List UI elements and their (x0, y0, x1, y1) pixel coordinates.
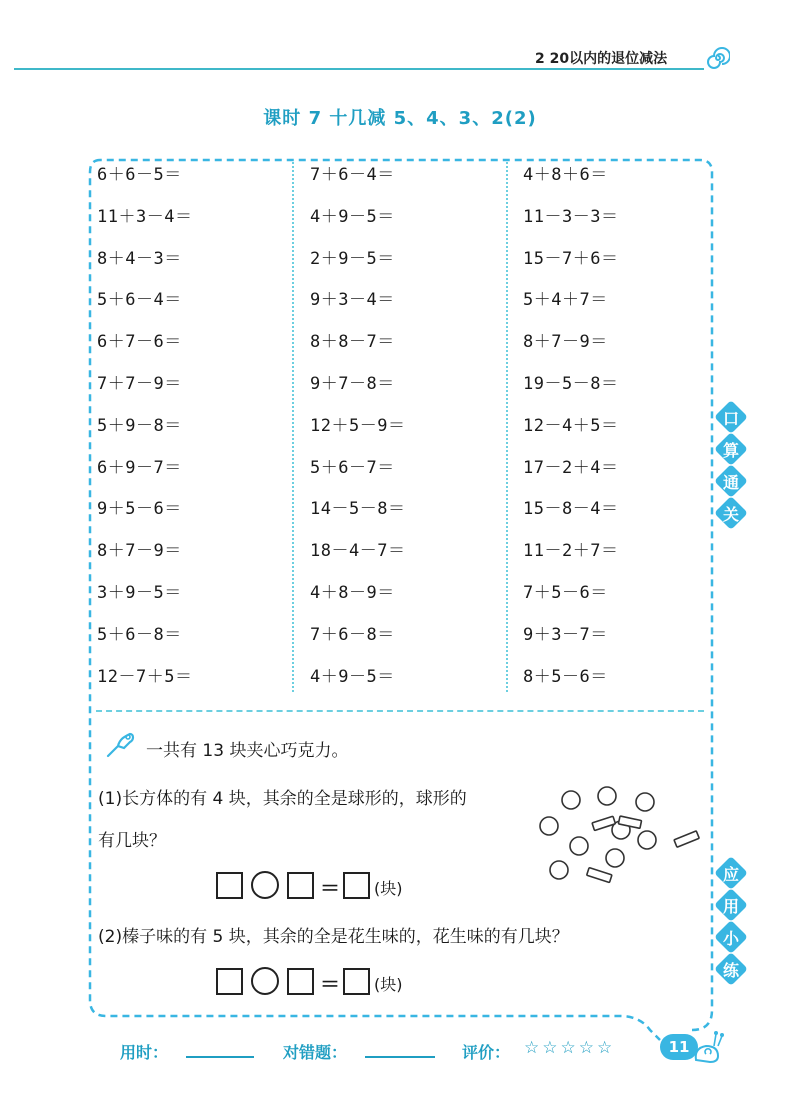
question-1-text-cont: 有几块？ (98, 831, 166, 851)
side-tab-char: 算 (716, 434, 746, 464)
equation: 11－3－3＝ (523, 206, 619, 227)
spiral-icon (706, 46, 730, 70)
equation: 8＋4－3＝ (97, 248, 182, 269)
equation: 15－8－4＝ (523, 499, 619, 520)
side-tab-char: 小 (716, 922, 746, 952)
equation: 8＋7－9＝ (523, 332, 608, 353)
equation: 14－5－8＝ (310, 499, 406, 520)
operator-circle[interactable] (251, 967, 279, 995)
equation: 4＋8－9＝ (310, 582, 395, 603)
equation: 4＋9－5＝ (310, 206, 395, 227)
equation: 7＋7－9＝ (97, 373, 182, 394)
side-tab-char: 通 (716, 466, 746, 496)
snail-icon (690, 1026, 724, 1064)
equation: 9＋3－7＝ (523, 624, 608, 645)
equation: 5＋6－7＝ (310, 457, 395, 478)
equation: 5＋9－8＝ (97, 415, 182, 436)
arithmetic-column-2 (310, 162, 405, 705)
equation: 3＋9－5＝ (97, 582, 182, 603)
lesson-title: 课时 7 十几减 5、4、3、2(2) (263, 108, 537, 129)
equation: 18－4－7＝ (310, 541, 406, 562)
arithmetic-column-1 (97, 162, 192, 705)
chocolates-illustration (535, 782, 705, 894)
equation: 4＋8＋6＝ (523, 165, 608, 185)
equation: 9＋7－8＝ (310, 373, 395, 394)
answer-box[interactable] (216, 872, 243, 899)
equation: 15－7＋6＝ (523, 248, 619, 269)
correct-blank[interactable] (365, 1056, 435, 1058)
rating-label: 评价： (462, 1043, 511, 1062)
operator-circle[interactable] (251, 871, 279, 899)
time-blank[interactable] (186, 1056, 254, 1058)
header-rule (14, 68, 704, 70)
time-label: 用时： (120, 1043, 169, 1062)
equation: 6＋7－6＝ (97, 332, 182, 353)
equation: 8＋5－6＝ (523, 666, 608, 687)
side-tab-char: 练 (716, 954, 746, 984)
equation: 17－2＋4＝ (523, 457, 619, 478)
equation: 12－7＋5＝ (97, 666, 193, 687)
side-tab-char: 用 (716, 890, 746, 920)
equation: 11－2＋7＝ (523, 541, 619, 562)
equation: 7＋5－6＝ (523, 582, 608, 603)
answer-box[interactable] (287, 968, 314, 995)
hand-pointer-icon (104, 728, 138, 762)
column-divider (292, 162, 294, 692)
equation: 4＋9－5＝ (310, 666, 395, 687)
equation: 5＋6－8＝ (97, 624, 182, 645)
equals-sign: ＝ (320, 876, 340, 900)
unit-label: (块) (374, 975, 403, 994)
answer-box[interactable] (287, 872, 314, 899)
column-divider (506, 162, 508, 692)
equation: 11＋3－4＝ (97, 206, 193, 227)
equals-sign: ＝ (320, 972, 340, 996)
arithmetic-column-3 (523, 162, 618, 705)
answer-box[interactable] (343, 968, 370, 995)
correct-label: 对错题： (283, 1043, 348, 1062)
equation: 5＋6－4＝ (97, 290, 182, 311)
equation: 19－5－8＝ (523, 373, 619, 394)
equation: 6＋9－7＝ (97, 457, 182, 478)
rating-stars[interactable]: ☆☆☆☆☆ (524, 1038, 616, 1058)
section-divider (96, 710, 704, 712)
side-tab-char: 应 (716, 858, 746, 888)
equation: 2＋9－5＝ (310, 248, 395, 269)
unit-label: (块) (374, 879, 403, 898)
page-number: 11 (660, 1034, 698, 1060)
equation: 8＋8－7＝ (310, 332, 395, 353)
equation: 8＋7－9＝ (97, 541, 182, 562)
equation: 12＋5－9＝ (310, 415, 406, 436)
question-2-text: (2)榛子味的有 5 块，其余的全是花生味的，花生味的有几块？ (98, 927, 569, 947)
answer-box[interactable] (343, 872, 370, 899)
answer-box[interactable] (216, 968, 243, 995)
problem-intro: 一共有 13 块夹心巧克力。 (146, 741, 349, 761)
equation: 6＋6－5＝ (97, 165, 182, 185)
chapter-title: 2 20以内的退位减法 (535, 51, 668, 67)
equation: 9＋5－6＝ (97, 499, 182, 520)
side-tab-char: 口 (716, 402, 746, 432)
equation: 12－4＋5＝ (523, 415, 619, 436)
equation: 9＋3－4＝ (310, 290, 395, 311)
equation: 7＋6－4＝ (310, 165, 395, 185)
equation: 7＋6－8＝ (310, 624, 395, 645)
side-tab-char: 关 (716, 498, 746, 528)
question-1-text: (1)长方体的有 4 块，其余的全是球形的，球形的 (98, 789, 467, 809)
equation: 5＋4＋7＝ (523, 290, 608, 311)
